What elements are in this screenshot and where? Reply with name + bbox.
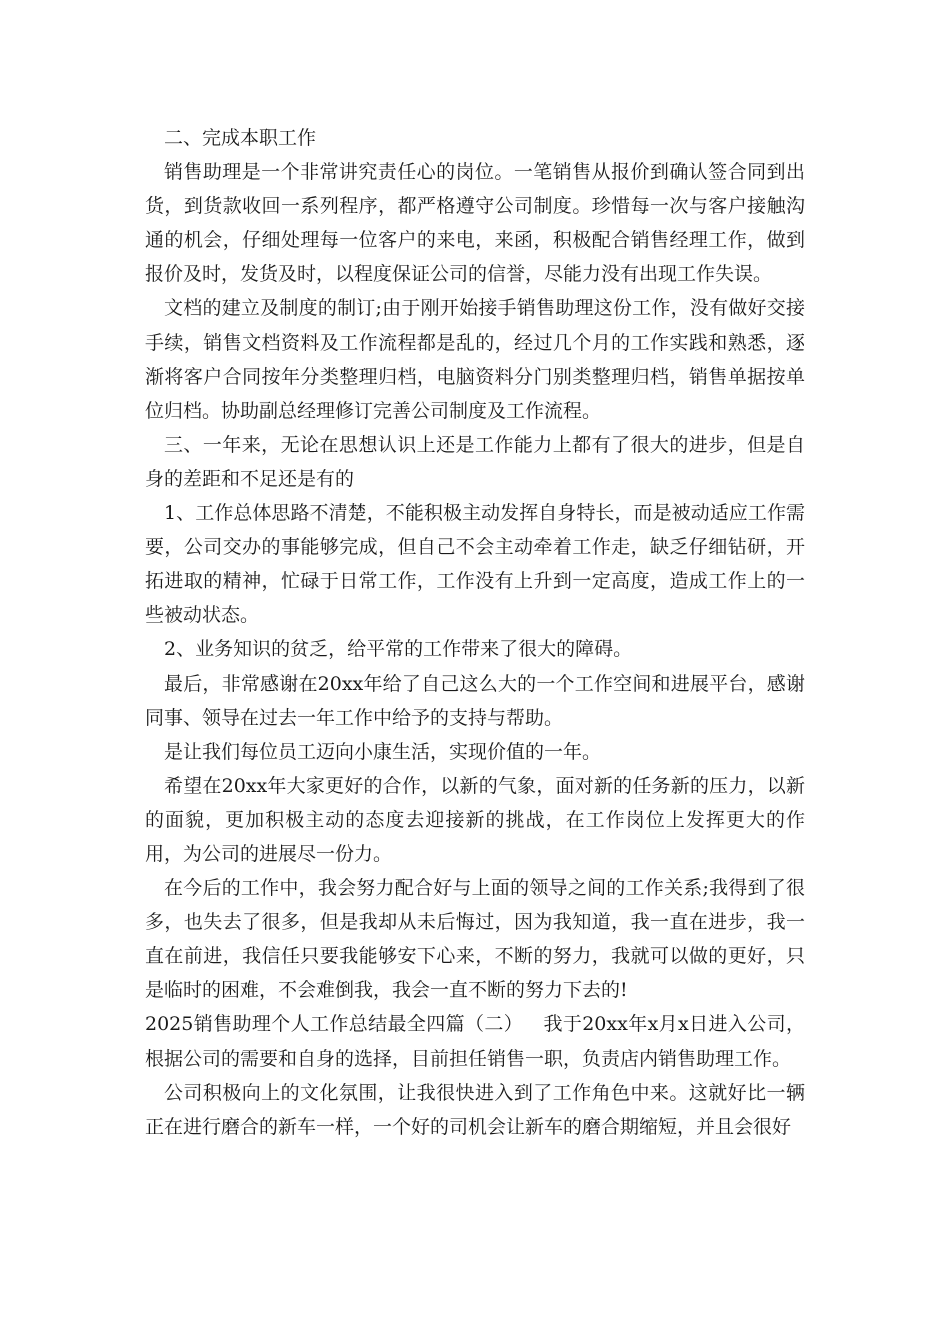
paragraph-documentation: 文档的建立及制度的制订;由于刚开始接手销售助理这份工作，没有做好交接手续，销售文档资料及工作流程都是乱的，经过几个月的工作实践和熟悉，逐渐将客户合同按年分类整理归档，电脑资料分门别类整理归档，销售单据按单位归档。协助副总经理修订完善公司制度及工作流程。 (145, 297, 805, 422)
document-body (145, 121, 805, 1144)
paragraph-shortcoming-2: 2、业务知识的贫乏，给平常的工作带来了很大的障碍。 (164, 638, 633, 661)
section-intro: 我于20xx年x月x日进入公司，根据公司的需要和自身的选择，目前担任销售一职，负责店内销售助理工作。 (145, 1013, 805, 1070)
paragraph-thanks: 最后，非常感谢在20xx年给了自己这么大的一个工作空间和进展平台，感谢同事、领导在过去一年工作中给予的支持与帮助。 (145, 672, 805, 729)
paragraph-future-work: 在今后的工作中，我会努力配合好与上面的领导之间的工作关系;我得到了很多，也失去了很多，但是我却从未后悔过，因为我知道，我一直在进步，我一直在前进，我信任只要我能够安下心来，不断的努力，我就可以做的更好，只是临时的困难，不会难倒我，我会一直不断的努力下去的! (145, 877, 805, 1002)
section-title: 2025销售助理个人工作总结最全四篇（二） (145, 1013, 524, 1036)
paragraph-shortcoming-1: 1、工作总体思路不清楚，不能积极主动发挥自身特长，而是被动适应工作需要，公司交办的事能够完成，但自己不会主动牵着工作走，缺乏仔细钻研，开拓进取的精神，忙碌于日常工作，工作没有上升到一定高度，造成工作上的一些被动状态。 (145, 502, 805, 627)
paragraph-section-two (145, 1007, 805, 1075)
heading-year-progress: 三、一年来，无论在思想认识上还是工作能力上都有了很大的进步，但是自身的差距和不足还是有的 (145, 433, 805, 490)
paragraph-hope: 希望在20xx年大家更好的合作，以新的气象，面对新的任务新的压力，以新的面貌，更加积极主动的态度去迎接新的挑战，在工作岗位上发挥更大的作用，为公司的进展尽一份力。 (145, 774, 805, 865)
heading-complete-duties: 二、完成本职工作 (164, 127, 317, 149)
paragraph-year-value: 是让我们每位员工迈向小康生活，实现价值的一年。 (164, 740, 602, 763)
paragraph-sales-assistant-role: 销售助理是一个非常讲究责任心的岗位。一笔销售从报价到确认签合同到出货，到货款收回一系列程序，都严格遵守公司制度。珍惜每一次与客户接触沟通的机会，仔细处理每一位客户的来电，来函，积极配合销售经理工作，做到报价及时，发货及时，以程度保证公司的信誉，尽能力没有出现工作失误。 (145, 161, 805, 286)
paragraph-company-culture: 公司积极向上的文化氛围，让我很快进入到了工作角色中来。这就好比一辆正在进行磨合的新车一样，一个好的司机会让新车的磨合期缩短，并且会很好 (145, 1081, 805, 1138)
